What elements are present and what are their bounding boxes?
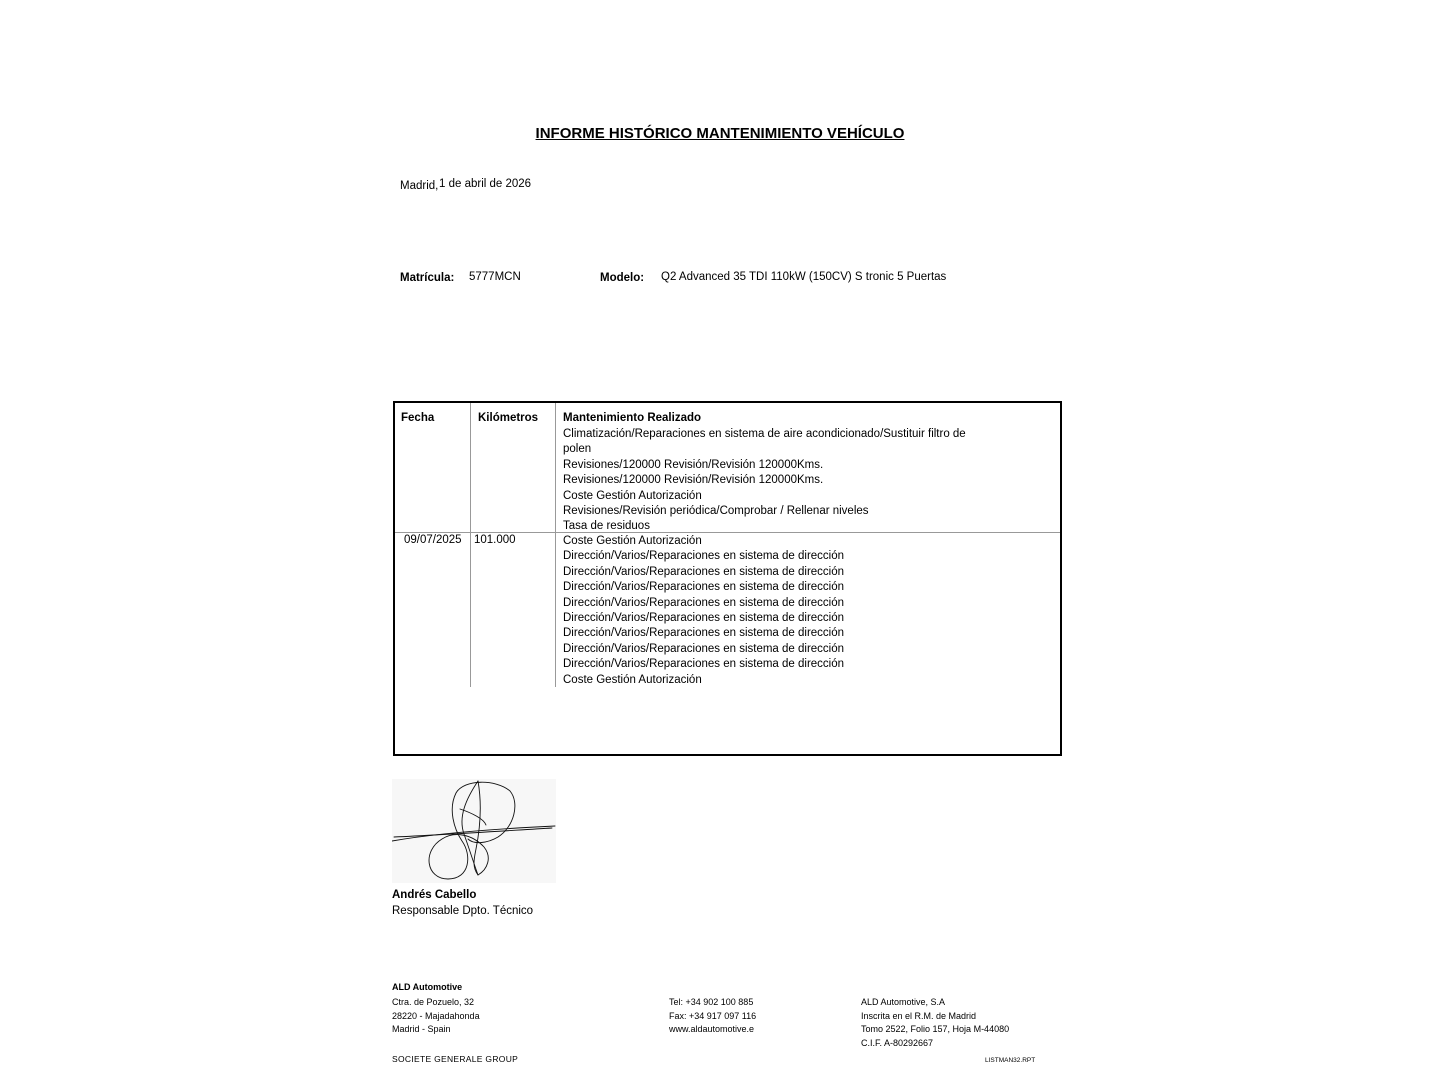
table-row [563,534,844,688]
report-title: INFORME HISTÓRICO MANTENIMIENTO VEHÍCULO [535,125,905,142]
footer-company: ALD Automotive [392,982,463,992]
footer-contact-line: Tel: +34 902 100 885 [669,997,754,1007]
footer-address-line: Madrid - Spain [392,1024,451,1034]
work-line: Dirección/Varios/Reparaciones en sistema de dirección [563,658,845,671]
footer-contact-line: Fax: +34 917 097 116 [669,1010,757,1021]
column-divider [470,403,471,687]
model-value: Q2 Advanced 35 TDI 110kW (150CV) S tronic 5 Puertas [661,271,947,283]
footer-report-code: LISTMAN32.RPT [985,1057,1036,1064]
report-date: 1 de abril de 2026 [439,178,532,190]
work-line: Dirección/Varios/Reparaciones en sistema de dirección [563,642,845,655]
work-line: Tasa de residuos [563,520,650,533]
header-date: Fecha [401,412,435,424]
work-line: Revisiones/120000 Revisión/Revisión 120000Kms. [563,458,824,471]
work-line: Coste Gestión Autorización [563,489,702,502]
row-km: 101.000 [474,534,516,546]
maintenance-table [393,401,1062,756]
work-line: Dirección/Varios/Reparaciones en sistema de dirección [563,581,845,594]
work-line: polen [563,443,592,456]
work-line: Dirección/Varios/Reparaciones en sistema de dirección [563,550,845,563]
work-line: Coste Gestión Autorización [563,535,702,547]
footer-address-line: 28220 - Majadahonda [392,1010,480,1021]
work-line: Dirección/Varios/Reparaciones en sistema de dirección [563,612,845,625]
signer-role: Responsable Dpto. Técnico [392,905,534,917]
signer-name: Andrés Cabello [392,889,477,901]
column-divider [555,403,556,687]
work-line: Revisiones/Revisión periódica/Comprobar / Rellenar niveles [563,505,869,518]
footer-contact-line: www.aldautomotive.e [669,1024,755,1034]
plate-value: 5777MCN [469,271,521,283]
work-line: Revisiones/120000 Revisión/Revisión 120000Kms. [563,474,824,487]
model-label: Modelo: [600,272,645,284]
plate-label: Matrícula: [400,272,455,284]
footer-registry-line: C.I.F. A-80292667 [861,1037,934,1048]
footer-registry [861,996,1009,1050]
header-work: Mantenimiento Realizado [563,412,702,424]
signature-image [392,779,556,883]
footer-contact [669,996,756,1037]
footer-registry-line: Inscrita en el R.M. de Madrid [861,1010,977,1021]
report-city: Madrid, [400,180,439,192]
work-line: Coste Gestión Autorización [563,673,702,686]
footer-registry-line: Tomo 2522, Folio 157, Hoja M-44080 [861,1024,1010,1034]
work-line: Dirección/Varios/Reparaciones en sistema de dirección [563,627,845,640]
work-line: Climatización/Reparaciones en sistema de aire acondicionado/Sustituir filtro de [563,428,966,440]
work-line: Dirección/Varios/Reparaciones en sistema de dirección [563,596,845,609]
footer-address-line: Ctra. de Pozuelo, 32 [392,997,475,1007]
header-km: Kilómetros [478,412,539,424]
footer-address [392,996,480,1037]
footer-registry-line: ALD Automotive, S.A [861,997,946,1007]
footer-group-logo: SOCIETE GENERALE GROUP [392,1054,519,1064]
table-row [563,427,966,535]
row-date: 09/07/2025 [404,534,462,546]
work-line: Dirección/Varios/Reparaciones en sistema de dirección [563,565,845,578]
